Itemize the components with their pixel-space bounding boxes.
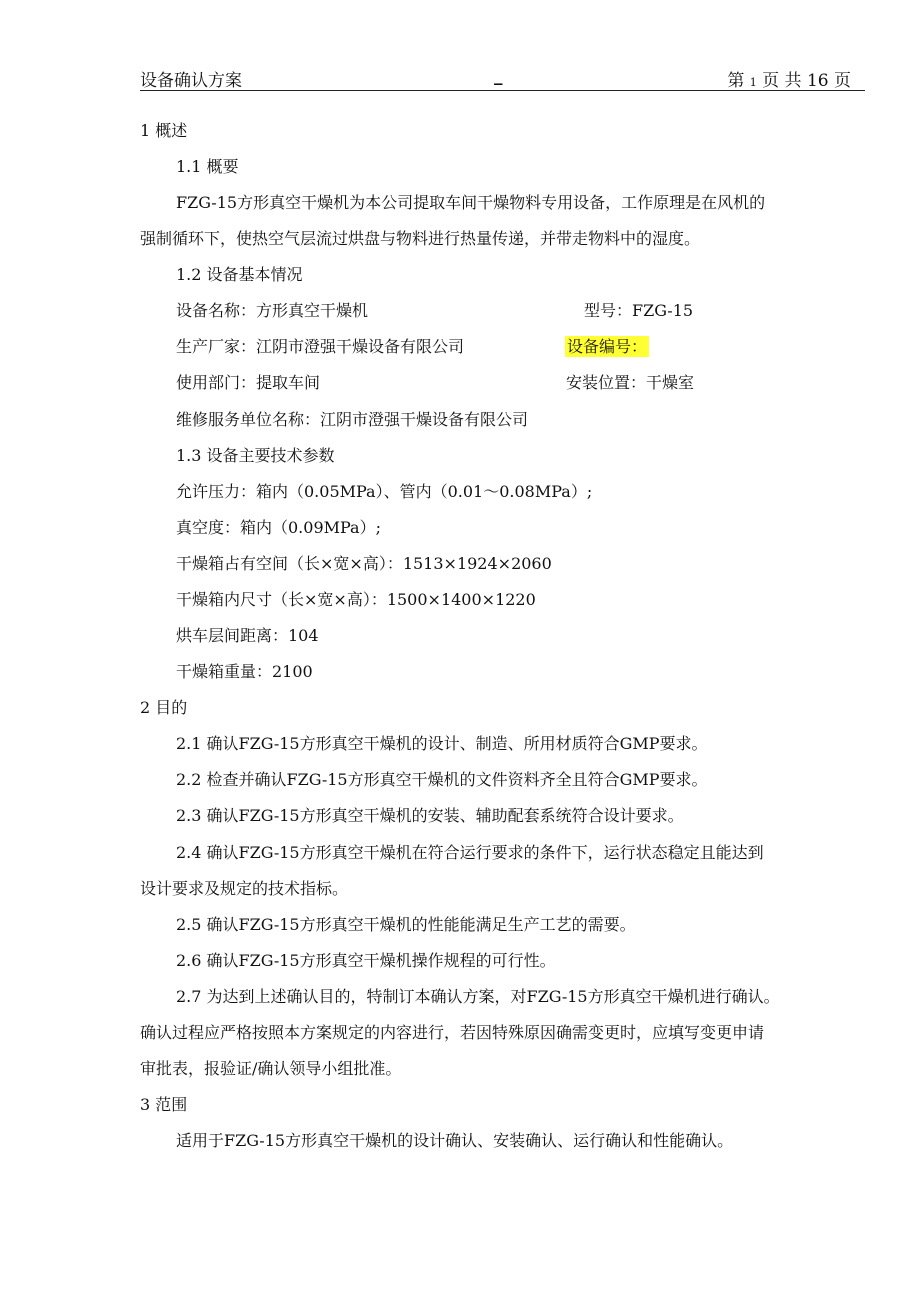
subsection-1-1-heading: 1.1 概要 [176,157,239,176]
page-header [140,66,865,91]
equipment-model: 型号：FZG-15 [584,301,694,320]
overview-paragraph-line-1: FZG-15方形真空干燥机为本公司提取车间干燥物料专用设备，工作原理是在风机的 [176,193,766,212]
param-vacuum: 真空度：箱内（0.09MPa）; [176,518,381,537]
purpose-item-2-5: 2.5 确认FZG-15方形真空干燥机的性能能满足生产工艺的需要。 [176,915,636,934]
purpose-item-2-4-line-2: 设计要求及规定的技术指标。 [140,879,349,898]
page-number: 1 [749,76,757,89]
purpose-item-2-7-line-1: 2.7 为达到上述确认目的，特制订本确认方案，对FZG-15方形真空干燥机进行确认。 [176,987,780,1006]
page-prefix: 第 [727,71,745,91]
section-3-heading: 3 范围 [140,1095,188,1114]
page-middle: 页 共 [762,71,802,91]
overview-paragraph-line-2: 强制循环下，使热空气层流过烘盘与物料进行热量传递，并带走物料中的湿度。 [140,229,701,248]
param-occupied-space: 干燥箱占有空间（长×宽×高）：1513×1924×2060 [176,554,552,573]
equipment-number-highlight: 设备编号： [567,337,648,356]
scope-text: 适用于FZG-15方形真空干燥机的设计确认、安装确认、运行确认和性能确认。 [176,1131,734,1150]
param-allowed-pressure: 允许压力：箱内（0.05MPa）、管内（0.01～0.08MPa）; [176,482,593,501]
param-weight: 干燥箱重量：2100 [176,662,313,681]
page-total: 16 [806,71,829,91]
subsection-1-3-heading: 1.3 设备主要技术参数 [176,446,335,465]
using-department: 使用部门：提取车间 [176,373,321,392]
param-layer-spacing: 烘车层间距离：104 [176,626,319,645]
equipment-name: 设备名称：方形真空干燥机 [176,301,369,320]
header-mid-mark: _ [494,66,503,86]
purpose-item-2-2: 2.2 检查并确认FZG-15方形真空干燥机的文件资料齐全且符合GMP要求。 [176,770,708,789]
equipment-number [565,337,649,357]
section-1-heading: 1 概述 [140,121,188,140]
manufacturer: 生产厂家：江阴市澄强干燥设备有限公司 [176,337,465,356]
service-unit: 维修服务单位名称：江阴市澄强干燥设备有限公司 [176,410,529,429]
page-indicator [727,66,851,91]
purpose-item-2-3: 2.3 确认FZG-15方形真空干燥机的安装、辅助配套系统符合设计要求。 [176,806,684,825]
purpose-item-2-4-line-1: 2.4 确认FZG-15方形真空干燥机在符合运行要求的条件下，运行状态稳定且能达到 [176,843,764,862]
purpose-item-2-7-line-2: 确认过程应严格按照本方案规定的内容进行，若因特殊原因确需变更时，应填写变更申请 [140,1023,765,1042]
section-2-heading: 2 目的 [140,698,188,717]
purpose-item-2-7-line-3: 审批表，报验证/确认领导小组批准。 [140,1059,402,1078]
param-inner-size: 干燥箱内尺寸（长×宽×高）：1500×1400×1220 [176,590,536,609]
page-suffix: 页 [834,71,851,91]
subsection-1-2-heading: 1.2 设备基本情况 [176,265,303,284]
header-title: 设备确认方案 [140,71,242,91]
purpose-item-2-1: 2.1 确认FZG-15方形真空干燥机的设计、制造、所用材质符合GMP要求。 [176,734,708,753]
purpose-item-2-6: 2.6 确认FZG-15方形真空干燥机操作规程的可行性。 [176,951,556,970]
install-location: 安装位置：干燥室 [566,373,695,392]
